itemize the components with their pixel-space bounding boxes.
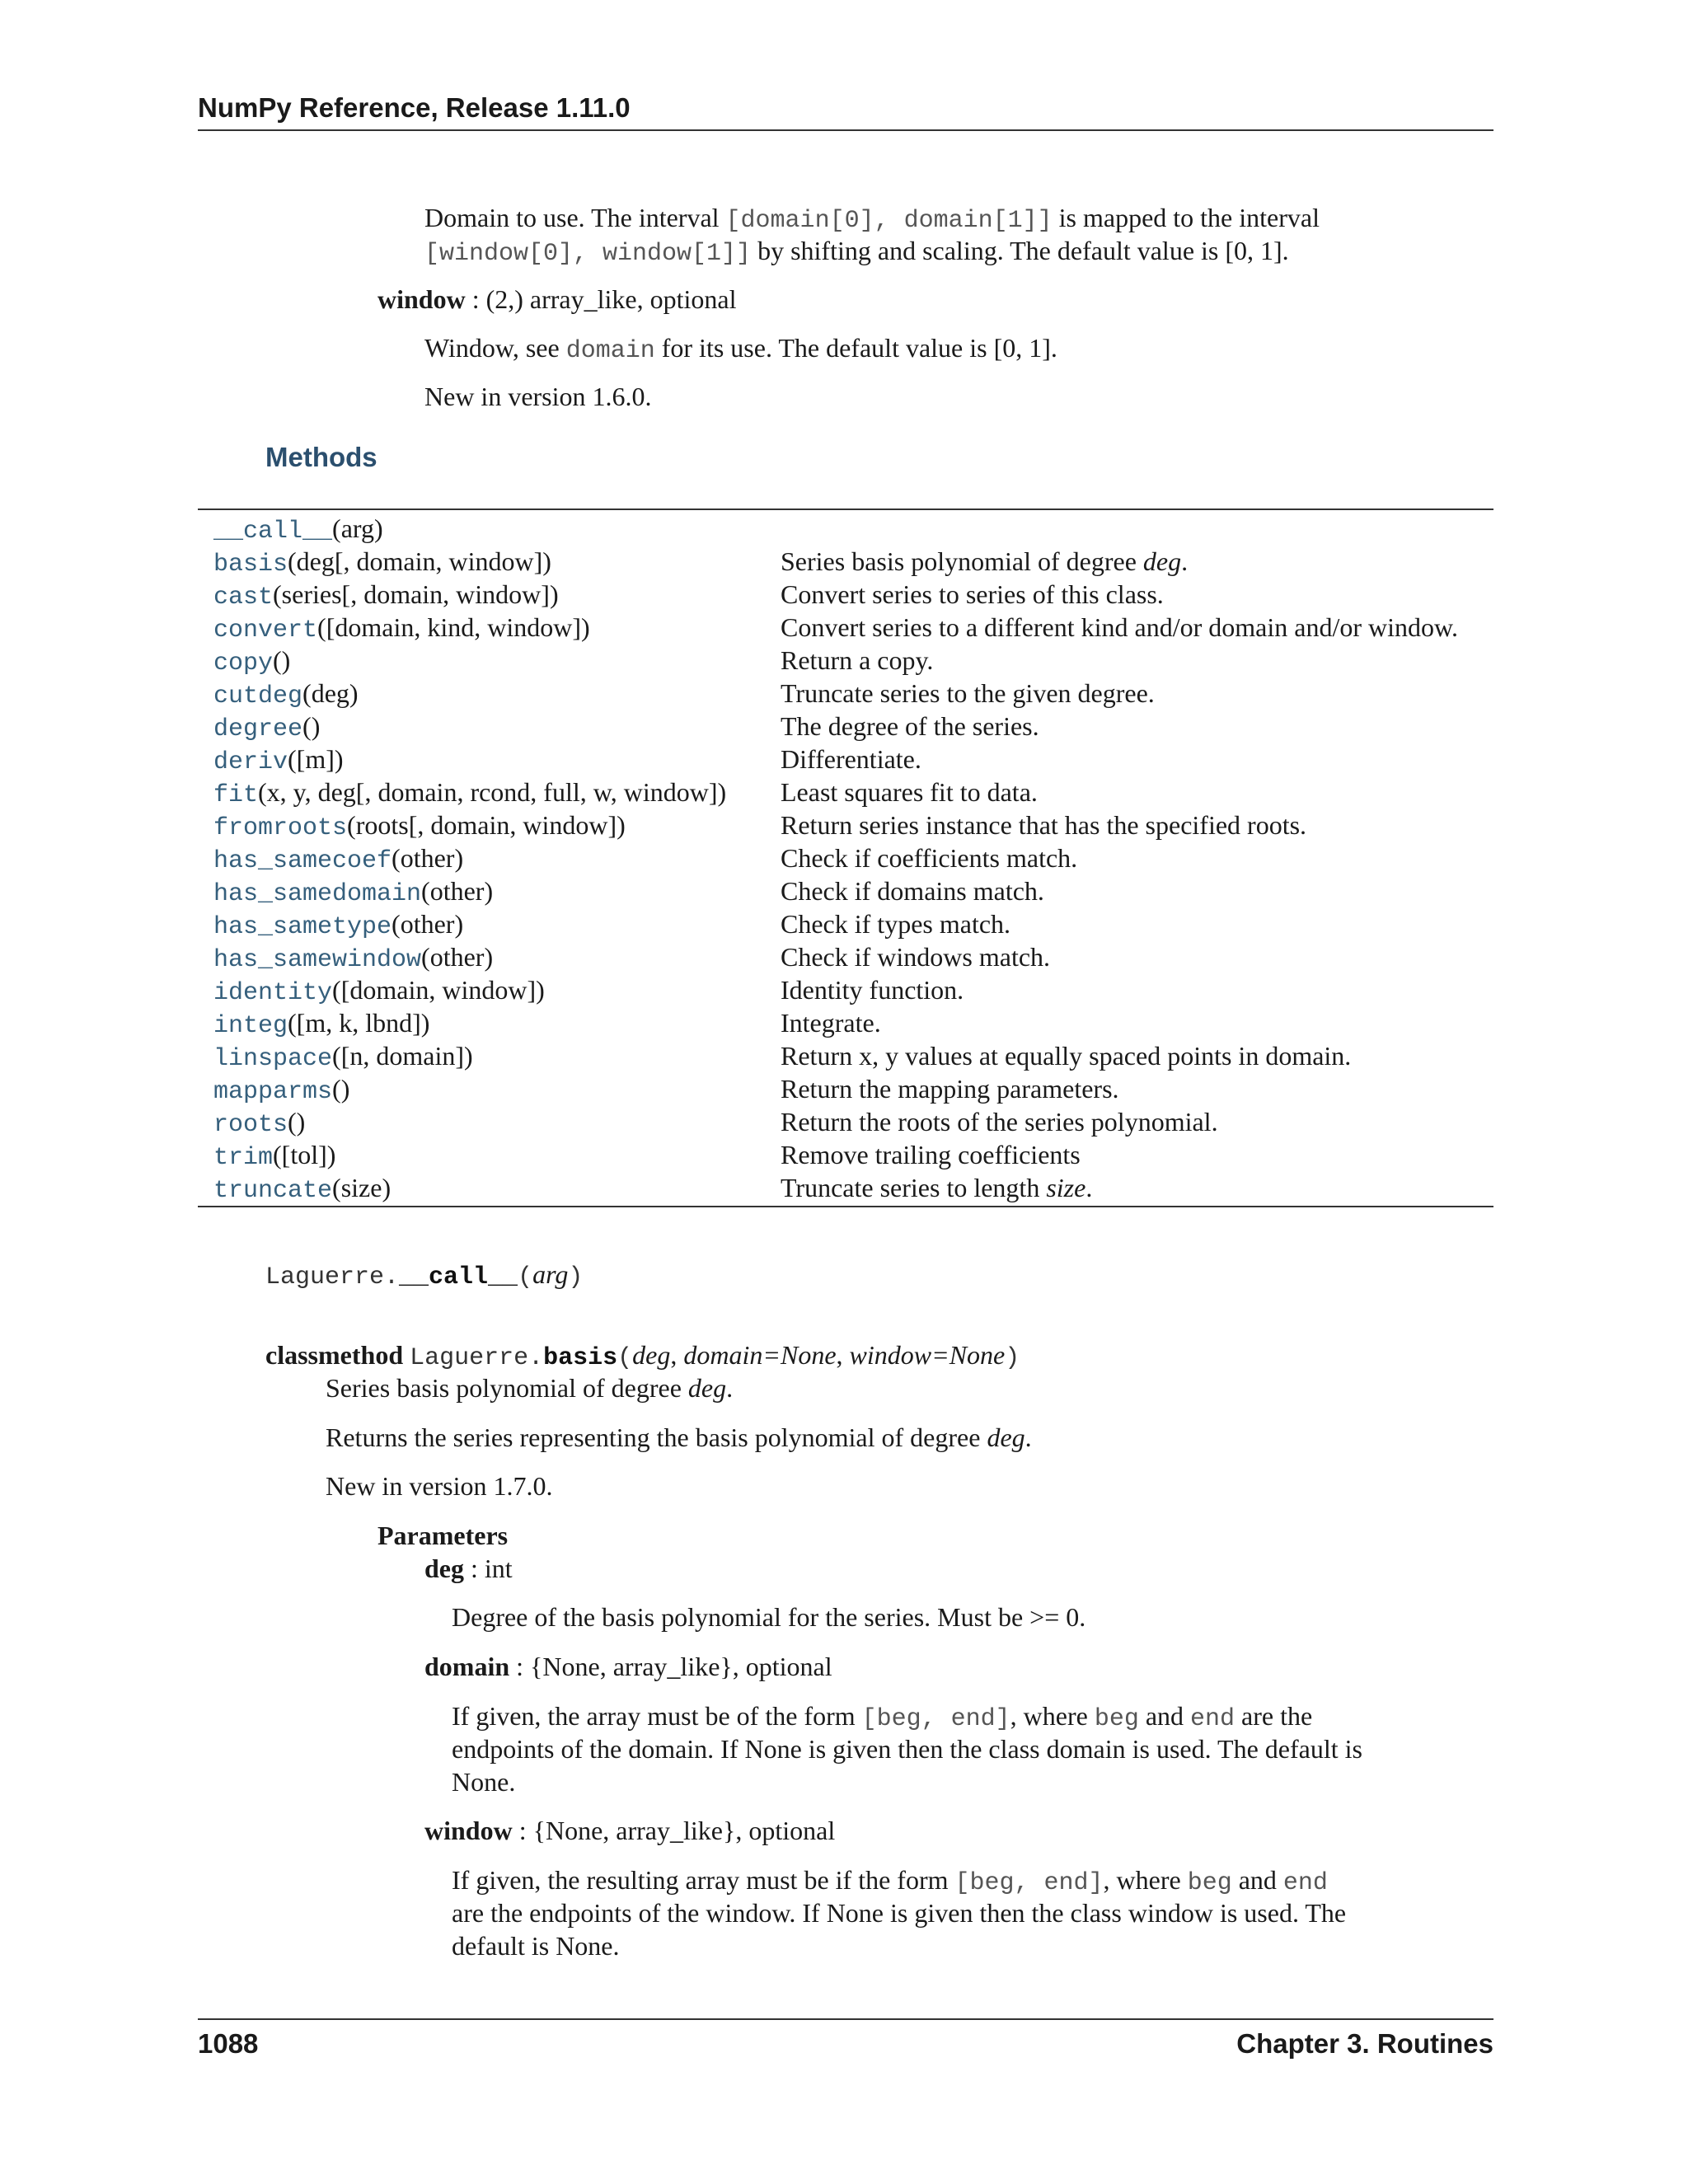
- method-row: [198, 907, 1493, 940]
- method-row: [198, 1138, 1493, 1171]
- method-args: (other): [392, 843, 464, 873]
- method-row: [198, 1105, 1493, 1138]
- method-signature-cell: [198, 1138, 781, 1171]
- method-description: Differentiate.: [781, 744, 921, 774]
- method-link[interactable]: cutdeg: [213, 682, 303, 710]
- method-signature-cell: [198, 1006, 781, 1039]
- method-signature-cell: [198, 973, 781, 1006]
- inline-code: domain: [565, 337, 655, 365]
- method-row: [198, 611, 1493, 644]
- method-link[interactable]: has_sametype: [213, 913, 392, 941]
- method-description: Return a copy.: [781, 645, 934, 675]
- method-args: (roots[, domain, window]): [347, 810, 626, 840]
- method-link[interactable]: roots: [213, 1111, 288, 1139]
- method-description: Remove trailing coefficients: [781, 1140, 1081, 1169]
- method-row: [198, 578, 1493, 611]
- method-row: [198, 940, 1493, 973]
- method-description: Integrate.: [781, 1008, 881, 1038]
- call-signature: Laguerre.__call__(arg): [265, 1259, 584, 1291]
- method-row: [198, 644, 1493, 677]
- method-link[interactable]: identity: [213, 979, 333, 1007]
- method-description: Return x, y values at equally spaced points in domain.: [781, 1041, 1352, 1071]
- method-signature-cell: [198, 677, 781, 710]
- window-param-desc-line2: are the endpoints of the window. If None is given then the class window is used. The: [452, 1898, 1347, 1928]
- method-args: (arg): [332, 513, 383, 543]
- method-signature-cell: [198, 808, 781, 841]
- method-link[interactable]: has_samedomain: [213, 880, 422, 908]
- method-link[interactable]: copy: [213, 649, 274, 677]
- method-row: [198, 841, 1493, 874]
- method-args: (x, y, deg[, domain, rcond, full, w, window]): [258, 777, 727, 807]
- chapter-title: Chapter 3. Routines: [1236, 2028, 1493, 2059]
- method-link[interactable]: has_samewindow: [213, 946, 422, 974]
- classmethod-keyword: classmethod: [265, 1340, 410, 1370]
- window-param-heading: window : (2,) array_like, optional: [377, 284, 737, 314]
- method-signature-cell: [198, 611, 781, 644]
- method-args: (deg): [302, 678, 359, 708]
- method-row: [198, 545, 1493, 578]
- inline-code: [domain[0], domain[1]]: [725, 207, 1053, 235]
- method-link[interactable]: mapparms: [213, 1078, 333, 1106]
- inline-code: [beg, end]: [954, 1869, 1104, 1897]
- window-param-heading: window : {None, array_like}, optional: [424, 1816, 836, 1845]
- method-signature-cell: [198, 1105, 781, 1138]
- method-args: (series[, domain, window]): [273, 579, 559, 609]
- method-link[interactable]: basis: [213, 551, 288, 579]
- method-args: (): [302, 711, 321, 741]
- inline-code: [beg, end]: [861, 1705, 1010, 1733]
- method-description: Check if types match.: [781, 909, 1011, 939]
- inline-code: end: [1282, 1869, 1328, 1897]
- method-link[interactable]: truncate: [213, 1177, 333, 1205]
- domain-desc-line1: Domain to use. The interval [domain[0], domain[1]] is mapped to the interval: [424, 203, 1320, 235]
- method-signature-cell: [198, 841, 781, 874]
- basis-signature: classmethod Laguerre.basis(deg, domain=None, window=None): [265, 1340, 1020, 1372]
- method-description: Identity function.: [781, 975, 964, 1005]
- basis-summary: Series basis polynomial of degree deg.: [326, 1373, 734, 1403]
- method-args: (other): [421, 876, 494, 906]
- parameters-label: Parameters: [377, 1521, 509, 1550]
- method-row: [198, 1039, 1493, 1072]
- version-note: New in version 1.6.0.: [424, 382, 652, 411]
- method-description: Least squares fit to data.: [781, 777, 1038, 807]
- method-args: (other): [392, 909, 464, 939]
- method-signature-cell: [198, 874, 781, 907]
- method-signature-cell: [198, 940, 781, 973]
- param-name: window: [377, 284, 466, 314]
- method-signature-cell: [198, 1039, 781, 1072]
- method-link[interactable]: convert: [213, 616, 318, 644]
- method-link[interactable]: fromroots: [213, 814, 348, 842]
- window-param-desc: Window, see domain for its use. The default value is [0, 1].: [424, 333, 1057, 365]
- method-signature-cell: [198, 512, 781, 545]
- domain-param-desc-line2: endpoints of the domain. If None is given then the class domain is used. The default is: [452, 1734, 1362, 1764]
- window-param-desc-line3: default is None.: [452, 1931, 620, 1961]
- method-description: Truncate series to length size.: [781, 1173, 1093, 1202]
- method-description: Check if coefficients match.: [781, 843, 1078, 873]
- method-args: (deg[, domain, window]): [288, 546, 551, 576]
- inline-code: end: [1190, 1705, 1236, 1733]
- method-link[interactable]: trim: [213, 1144, 274, 1172]
- method-description: Check if windows match.: [781, 942, 1051, 972]
- method-description: Convert series to a different kind and/or domain and/or window.: [781, 612, 1459, 642]
- method-signature-cell: [198, 776, 781, 808]
- method-args: (other): [421, 942, 494, 972]
- method-row: [198, 1006, 1493, 1039]
- version-note: New in version 1.7.0.: [326, 1471, 553, 1501]
- method-description: Return the mapping parameters.: [781, 1074, 1119, 1104]
- inline-code: beg: [1094, 1705, 1139, 1733]
- method-description: Return the roots of the series polynomial.: [781, 1107, 1218, 1137]
- method-args: ([tol]): [273, 1140, 336, 1169]
- param-name: deg: [424, 1554, 464, 1583]
- method-row: [198, 776, 1493, 808]
- footer-rule: [198, 2018, 1493, 2020]
- method-link[interactable]: cast: [213, 583, 274, 612]
- method-signature-cell: [198, 578, 781, 611]
- method-description: The degree of the series.: [781, 711, 1039, 741]
- method-description: Check if domains match.: [781, 876, 1044, 906]
- method-signature-cell: [198, 545, 781, 578]
- method-name: basis: [543, 1344, 618, 1372]
- method-args: (): [288, 1107, 306, 1137]
- deg-param-heading: deg : int: [424, 1554, 513, 1583]
- method-description: Series basis polynomial of degree deg.: [781, 546, 1189, 576]
- param-name: domain: [424, 1652, 510, 1681]
- method-args: (): [273, 645, 291, 675]
- method-args: ([m]): [288, 744, 344, 774]
- method-signature-cell: [198, 644, 781, 677]
- method-args: ([domain, kind, window]): [317, 612, 590, 642]
- methods-table: [198, 509, 1493, 1207]
- method-link[interactable]: integ: [213, 1012, 288, 1040]
- method-signature-cell: [198, 710, 781, 743]
- param-name: window: [424, 1816, 513, 1845]
- header-rule: [198, 129, 1493, 131]
- window-param-desc-line1: If given, the resulting array must be if the form [beg, end], where beg and end: [452, 1865, 1328, 1897]
- page-number: 1088: [198, 2028, 259, 2059]
- method-signature-cell: [198, 1072, 781, 1105]
- method-link[interactable]: fit: [213, 781, 259, 809]
- method-link[interactable]: deriv: [213, 748, 288, 776]
- method-args: (): [332, 1074, 350, 1104]
- domain-param-desc-line3: None.: [452, 1767, 516, 1797]
- method-signature-cell: [198, 743, 781, 776]
- method-description: [781, 512, 1493, 545]
- method-args: ([n, domain]): [332, 1041, 473, 1071]
- method-args: (size): [332, 1173, 392, 1202]
- inline-code: beg: [1187, 1869, 1232, 1897]
- method-row: [198, 677, 1493, 710]
- method-args: ([m, k, lbnd]): [288, 1008, 430, 1038]
- method-link[interactable]: has_samecoef: [213, 847, 392, 875]
- method-link[interactable]: __call__: [213, 518, 333, 546]
- method-row: [198, 973, 1493, 1006]
- methods-heading: Methods: [265, 442, 377, 472]
- domain-param-heading: domain : {None, array_like}, optional: [424, 1652, 832, 1681]
- domain-desc-line2: [window[0], window[1]] by shifting and scaling. The default value is [0, 1].: [424, 236, 1289, 268]
- basis-returns: Returns the series representing the basis polynomial of degree deg.: [326, 1422, 1032, 1452]
- domain-param-desc-line1: If given, the array must be of the form [beg, end], where beg and end are the: [452, 1701, 1313, 1733]
- method-row: [198, 1072, 1493, 1105]
- method-row: [198, 710, 1493, 743]
- deg-param-desc: Degree of the basis polynomial for the series. Must be >= 0.: [452, 1602, 1086, 1632]
- method-description: Return series instance that has the specified roots.: [781, 810, 1307, 840]
- method-signature-cell: [198, 1171, 781, 1204]
- method-args: ([domain, window]): [332, 975, 545, 1005]
- method-description: Truncate series to the given degree.: [781, 678, 1155, 708]
- method-signature-cell: [198, 907, 781, 940]
- method-row: [198, 512, 1493, 545]
- method-row: [198, 1171, 1493, 1204]
- method-link[interactable]: linspace: [213, 1045, 333, 1073]
- page-header-title: NumPy Reference, Release 1.11.0: [198, 92, 631, 123]
- method-row: [198, 743, 1493, 776]
- method-description: Convert series to series of this class.: [781, 579, 1164, 609]
- method-link[interactable]: degree: [213, 715, 303, 743]
- inline-code: [window[0], window[1]]: [424, 240, 752, 268]
- method-name: __call__: [399, 1263, 518, 1291]
- method-row: [198, 808, 1493, 841]
- method-row: [198, 874, 1493, 907]
